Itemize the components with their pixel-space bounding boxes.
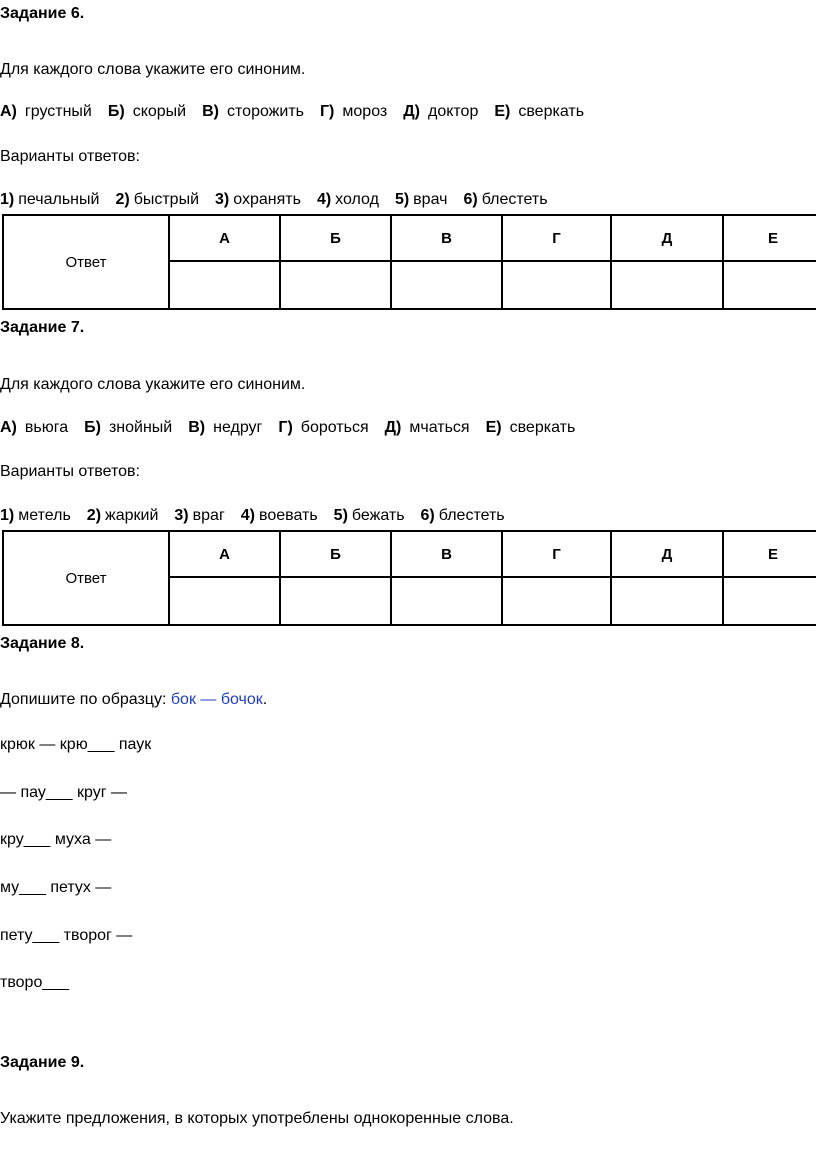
option-word: бежать [351,507,405,524]
option-marker: В) [202,103,220,120]
option-marker: 4) [240,507,256,524]
option-marker: Г) [278,419,293,436]
task7-variants-label: Варианты ответов: [0,463,140,480]
task8-line: творо___ [0,974,70,991]
task6-answer-table [2,214,816,310]
task7-variants [0,506,505,526]
option-item [463,191,547,208]
answer-cell[interactable] [280,261,391,309]
option-marker: А) [0,103,17,120]
option-marker: Е) [485,419,502,436]
option-word: метель [18,507,71,524]
option-word: недруг [213,419,263,436]
column-header: В [391,531,502,577]
option-marker: 3) [215,191,230,208]
option-marker: 5) [333,507,348,524]
option-word: блестеть [438,507,505,524]
task8-line: — пау___ круг — [0,784,127,801]
option-item [84,419,172,436]
answer-label: Ответ [3,215,169,309]
option-word: врач [413,191,448,208]
option-item [202,103,304,120]
task8-line: му___ петух — [0,879,112,896]
task7-instruction: Для каждого слова укажите его синоним. [0,376,306,393]
option-item [115,191,199,208]
task8-line: пету___ творог — [0,927,133,944]
answer-cell[interactable] [502,577,611,625]
option-item [174,507,224,524]
task6-instruction: Для каждого слова укажите его синоним. [0,61,306,78]
option-item [486,419,576,436]
column-header: Б [280,531,391,577]
option-marker: Е) [494,103,511,120]
option-word: мороз [342,103,388,120]
option-item [0,103,92,120]
option-marker: Д) [384,419,402,436]
answer-cell[interactable] [391,577,502,625]
column-header: Г [502,215,611,261]
option-marker: А) [0,419,17,436]
task8-line: кру___ муха — [0,831,112,848]
option-item [395,191,448,208]
column-header: Б [280,215,391,261]
option-item [215,191,301,208]
option-marker: Б) [107,103,125,120]
option-marker: В) [188,419,206,436]
answer-cell[interactable] [611,577,723,625]
answer-cell[interactable] [169,577,280,625]
task8-line: крюк — крю___ паук [0,736,152,753]
column-header: Г [502,531,611,577]
option-marker: Г) [319,103,335,120]
option-word: воевать [259,507,318,524]
option-word: холод [335,191,379,208]
option-word: сторожить [227,103,304,120]
column-header: Д [611,531,723,577]
option-word: доктор [427,103,479,120]
option-word: знойный [108,419,173,436]
column-header: А [169,531,280,577]
option-marker: 4) [316,191,332,208]
task6-title: Задание 6. [0,5,85,22]
option-marker: 5) [394,191,410,208]
option-marker: Б) [84,419,101,436]
option-word: мчаться [409,419,470,436]
option-word: сверкать [518,103,585,120]
option-item [385,419,470,436]
option-item [278,419,368,436]
task9-title: Задание 9. [0,1054,85,1071]
task7-words [0,418,575,438]
task8-instruction-line [0,690,267,710]
option-word: быстрый [133,191,200,208]
option-item [0,507,71,524]
option-word: вьюга [24,419,69,436]
column-header: В [391,215,502,261]
answer-cell[interactable] [391,261,502,309]
answer-label: Ответ [3,531,169,625]
answer-cell[interactable] [169,261,280,309]
option-item [188,419,262,436]
option-word: грустный [24,103,92,120]
option-marker: 1) [0,507,15,524]
option-marker: 1) [0,191,15,208]
task8-title: Задание 8. [0,635,85,652]
column-header: Е [723,531,816,577]
column-header: Е [723,215,816,261]
task6-variants [0,190,548,210]
option-item [403,103,478,120]
option-item [494,103,584,120]
option-item [241,507,318,524]
option-item [421,507,505,524]
task7-title: Задание 7. [0,319,85,336]
option-marker: 6) [420,507,435,524]
option-item [0,191,99,208]
option-marker: Д) [403,103,420,120]
option-word: сверкать [509,419,576,436]
task7-answer-table [2,530,816,626]
task8-sample-end: . [262,691,268,708]
task8-sample: бок — бочок [170,691,263,708]
option-word: скорый [132,103,187,120]
task9-instruction: Укажите предложения, в которых употреблены однокоренные слова. [0,1110,514,1127]
option-marker: 2) [115,191,130,208]
option-word: бороться [300,419,369,436]
option-marker: 2) [86,507,102,524]
task6-words [0,102,584,122]
option-word: блестеть [481,191,548,208]
option-word: враг [192,507,225,524]
option-marker: 6) [463,191,478,208]
answer-cell[interactable] [502,261,611,309]
answer-cell[interactable] [723,261,816,309]
option-item [108,103,186,120]
answer-cell[interactable] [723,577,816,625]
option-word: печальный [18,191,100,208]
answer-cell[interactable] [611,261,723,309]
column-header: Д [611,215,723,261]
option-item [317,191,379,208]
column-header: А [169,215,280,261]
option-marker: 3) [174,507,189,524]
answer-cell[interactable] [280,577,391,625]
option-word: жаркий [105,507,159,524]
task8-instruction: Допишите по образцу: [0,691,167,708]
option-item [320,103,387,120]
task6-variants-label: Варианты ответов: [0,148,140,165]
option-word: охранять [233,191,301,208]
option-item [334,507,405,524]
option-item [87,507,159,524]
option-item [0,419,68,436]
